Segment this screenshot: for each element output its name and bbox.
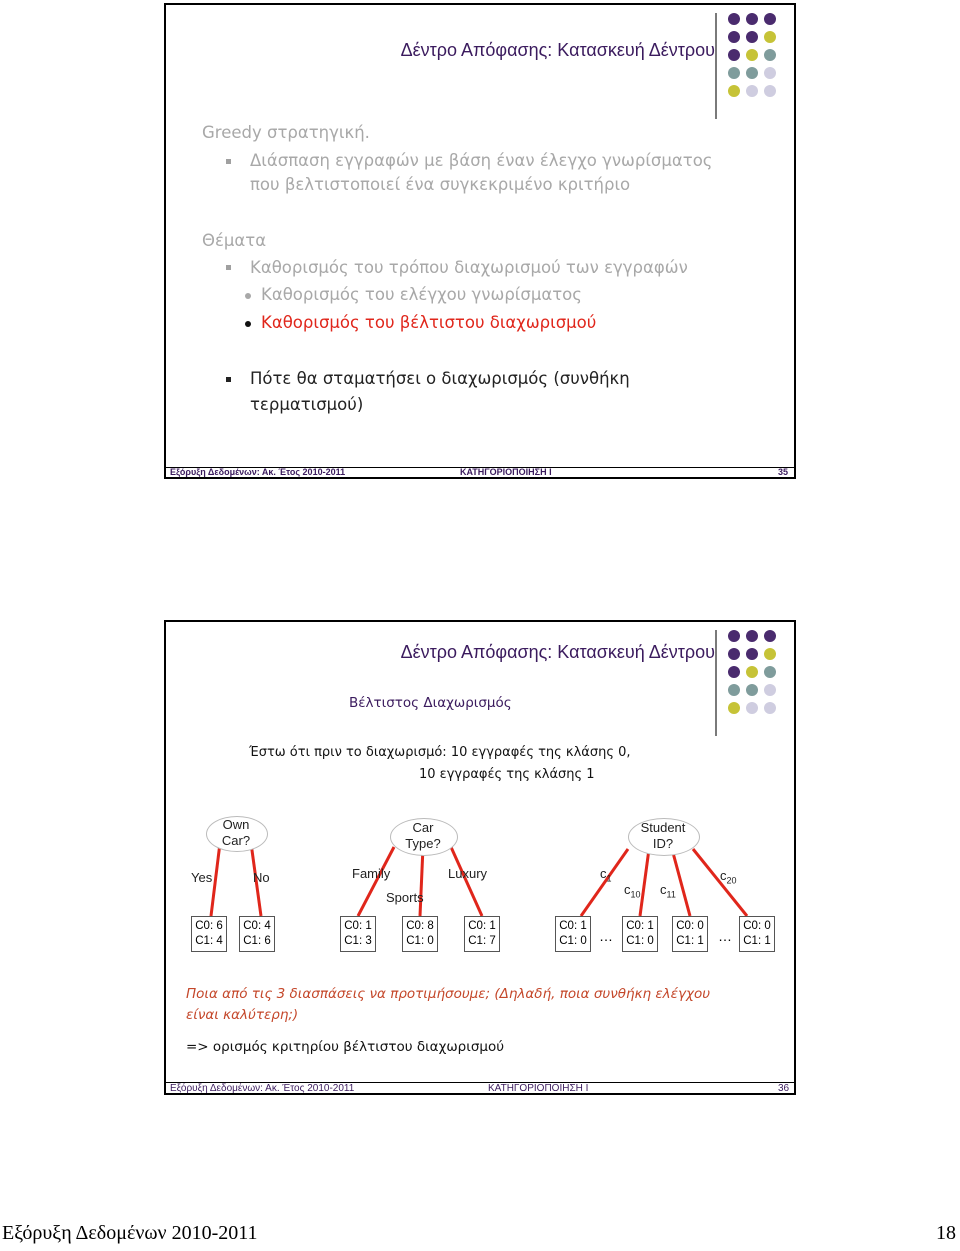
footer-center: ΚΑΤΗΓΟΡΙΟΠΟΙΗΣΗ Ι	[460, 467, 552, 477]
tree2-leaf: C0: 1 C1: 3	[340, 916, 376, 952]
round-bullet-icon	[245, 293, 251, 299]
tree2-root-label: Car Type?	[405, 820, 441, 851]
footer-left: Εξόρυξη Δεδομένων: Ακ. Έτος 2010-2011	[170, 1083, 355, 1094]
question-line-1: Ποια από τις 3 διασπάσεις να προτιμήσουμε; (Δηλαδή, ποια συνθήκη ελέγχου	[186, 986, 711, 1002]
tree3-leaf: C0: 0 C1: 1	[739, 916, 775, 952]
assume-line-1: Έστω ότι πριν το διαχωρισμό: 10 εγγραφές της κλάσης 0,	[249, 745, 631, 760]
stop-line-1: Πότε θα σταματήσει ο διαχωρισμός (συνθήκη	[250, 369, 630, 388]
header-divider	[715, 13, 717, 119]
page-footer-number: 18	[936, 1222, 956, 1244]
attr-test-text: Καθορισμός του ελέγχου γνωρίσματος	[261, 285, 582, 304]
question-line-2: είναι καλύτερη;)	[186, 1007, 299, 1023]
footer-left: Εξόρυξη Δεδομένων: Ακ. Έτος 2010-2011	[170, 467, 346, 477]
how-split-text: Καθορισμός του τρόπου διαχωρισμού των εγγραφών	[250, 258, 688, 277]
stop-line-2: τερματισμού)	[250, 395, 364, 414]
tree3-leaf: C0: 0 C1: 1	[672, 916, 708, 952]
footer-page-number: 36	[778, 1083, 790, 1094]
round-bullet-icon	[245, 321, 251, 327]
tree3-root-label: Student ID?	[640, 820, 686, 851]
tree-edges	[166, 622, 796, 962]
tree3-leaf: C0: 1 C1: 0	[555, 916, 591, 952]
page-footer-title: Εξόρυξη Δεδομένων 2010-2011	[2, 1222, 258, 1244]
square-bullet-icon	[226, 377, 231, 382]
slide-title: Δέντρο Απόφασης: Κατασκευή Δέντρου	[400, 642, 715, 662]
slide-subtitle: Βέλτιστος Διαχωρισμός	[349, 695, 512, 711]
tree2-leaf: C0: 1 C1: 7	[464, 916, 500, 952]
tree3-edge-c11: $c_{11}$	[660, 882, 676, 900]
tree3-leaf: C0: 1 C1: 0	[622, 916, 658, 952]
slide-35	[164, 3, 796, 479]
tree2-edge-luxury: Luxury	[448, 866, 488, 881]
greedy-text: Greedy στρατηγική.	[202, 123, 370, 142]
tree1-root-label: Own Car?	[221, 817, 251, 848]
tree1-edge-no: No	[253, 870, 270, 885]
themes-heading: Θέματα	[202, 231, 267, 250]
split-line-2: που βελτιστοποιεί ένα συγκεκριμένο κριτήριο	[250, 175, 631, 194]
tree3-edge-c20: $c_{20}$	[720, 868, 737, 886]
square-bullet-icon	[226, 159, 231, 164]
tree2-edge-family: Family	[352, 866, 391, 881]
split-line-1: Διάσπαση εγγραφών με βάση έναν έλεγχο γνωρίσματος	[250, 151, 713, 170]
tree2-leaf: C0: 8 C1: 0	[402, 916, 438, 952]
slide-36	[164, 620, 796, 1095]
footer-page-number: 35	[778, 467, 789, 477]
conclusion-text: => ορισμός κριτηρίου βέλτιστου διαχωρισμού	[186, 1039, 505, 1055]
tree1-leaf: C0: 4 C1: 6	[239, 916, 275, 952]
tree1-leaf: C0: 6 C1: 4	[191, 916, 227, 952]
tree1-edge-yes: Yes	[191, 870, 213, 885]
tree3-ellipsis: …	[599, 928, 613, 944]
tree2-edge-sports: Sports	[386, 890, 424, 905]
tree3-edge-c10: $c_{10}$	[624, 882, 641, 900]
footer-center: ΚΑΤΗΓΟΡΙΟΠΟΙΗΣΗ Ι	[488, 1083, 589, 1094]
tree3-ellipsis: …	[718, 928, 732, 944]
tree3-edge-c1: $c_1$	[600, 866, 612, 884]
square-bullet-icon	[226, 265, 231, 270]
best-split-text: Καθορισμός του βέλτιστου διαχωρισμού	[261, 313, 597, 332]
assume-line-2: 10 εγγραφές της κλάσης 1	[419, 767, 595, 782]
slide-title: Δέντρο Απόφασης: Κατασκευή Δέντρου	[400, 40, 715, 60]
